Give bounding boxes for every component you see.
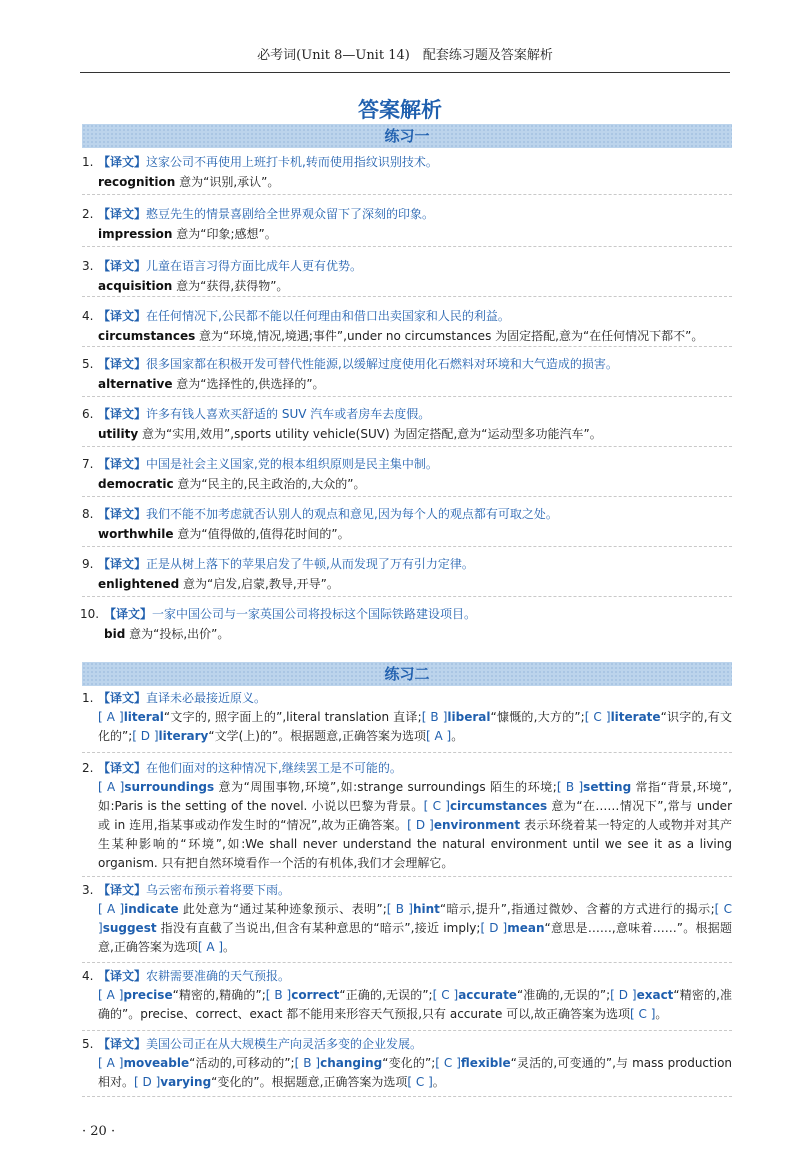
keyword: utility (98, 427, 139, 441)
keyword: circumstances (98, 329, 196, 343)
option-meaning: 此处意为“通过某种迹象预示、表明”; (178, 902, 387, 916)
divider (82, 546, 732, 547)
explanation: 意为“民主的,民主政治的,大众的”。 (173, 477, 366, 491)
translation-tag: 【译文】 (98, 457, 147, 471)
option-word: surroundings (124, 780, 215, 794)
option-word: suggest (102, 921, 157, 935)
exercise2-item-1 (82, 688, 732, 746)
option-letter: [ D ] (480, 921, 508, 935)
option-meaning: “精密的,准确的”。precise、correct、exact 都不能用来形容天气预报,只有 accurate 可以,故正确答案为选项 (98, 988, 733, 1021)
item-number: 1. (82, 155, 94, 169)
option-letter: [ B ] (294, 1056, 321, 1070)
option-meaning: 指没有直截了当说出,但含有某种意思的“暗示”,接近 imply; (156, 921, 481, 935)
section-heading-exercise-1: 练习一 (82, 124, 732, 148)
explanation: 意为“印象;感想”。 (172, 227, 277, 241)
item-number: 3. (82, 883, 94, 897)
option-meaning: “暗示,提升”,指通过微妙、含蓄的方式进行的揭示; (439, 902, 715, 916)
divider (82, 1030, 732, 1031)
option-meaning: “文学(上)的”。根据题意,正确答案为选项 (208, 729, 426, 743)
option-word: correct (291, 988, 340, 1002)
translation-tag: 【译文】 (98, 761, 147, 775)
option-word: changing (320, 1056, 383, 1070)
exercise1-item-1 (82, 152, 732, 192)
translation-text: 美国公司正在从大规模生产向灵活多变的企业发展。 (146, 1037, 423, 1051)
translation-text: 正是从树上落下的苹果启发了牛顿,从而发现了万有引力定律。 (146, 557, 474, 571)
option-meaning: “正确的,无误的”; (339, 988, 433, 1002)
translation-text: 农耕需要准确的天气预报。 (146, 969, 291, 983)
exercise2-item-2 (82, 758, 732, 873)
translation-text: 许多有钱人喜欢买舒适的 SUV 汽车或者房车去度假。 (146, 407, 431, 421)
translation-tag: 【译文】 (98, 357, 147, 371)
explanation: 意为“投标,出价”。 (125, 627, 230, 641)
option-letter: [ C ] (584, 710, 611, 724)
option-meaning: “准确的,无误的”; (516, 988, 611, 1002)
explanation: 意为“值得做的,值得花时间的”。 (173, 527, 350, 541)
running-header: 必考词(Unit 8—Unit 14) 配套练习题及答案解析 (257, 48, 553, 63)
option-meaning: “慷慨的,大方的”; (490, 710, 585, 724)
page-title: 答案解析 (358, 98, 442, 122)
item-number: 9. (82, 557, 94, 571)
keyword: democratic (98, 477, 174, 491)
option-word: literate (610, 710, 661, 724)
option-word: flexible (460, 1056, 511, 1070)
option-meaning: 意为“周围事物,环境”,如:strange surroundings 陌生的环境; (214, 780, 557, 794)
answer-letter: [ A ] (197, 940, 224, 954)
divider (82, 496, 732, 497)
divider (82, 346, 732, 347)
item-number: 4. (82, 309, 94, 323)
translation-tag: 【译文】 (98, 969, 147, 983)
item-number: 2. (82, 761, 94, 775)
option-letter: [ D ] (407, 818, 434, 832)
divider (82, 246, 732, 247)
translation-tag: 【译文】 (98, 557, 147, 571)
explanation: 意为“识别,承认”。 (175, 175, 280, 189)
option-letter: [ A ] (98, 902, 125, 916)
divider (82, 962, 732, 963)
translation-tag: 【译文】 (98, 309, 147, 323)
option-word: literary (158, 729, 209, 743)
exercise1-item-9 (82, 554, 732, 594)
explanation (82, 986, 732, 1024)
option-word: setting (583, 780, 632, 794)
translation-tag: 【译文】 (98, 1037, 147, 1051)
translation-text: 在任何情况下,公民都不能以任何理由和借口出卖国家和人民的利益。 (146, 309, 510, 323)
item-number: 8. (82, 507, 94, 521)
option-letter: [ B ] (265, 988, 292, 1002)
option-word: liberal (447, 710, 491, 724)
option-meaning: “识字的,有文化的”; (98, 710, 733, 743)
item-number: 5. (82, 357, 94, 371)
option-letter: [ A ] (98, 710, 124, 724)
answer-letter: [ A ] (425, 729, 452, 743)
option-meaning: “精密的,精确的”; (172, 988, 266, 1002)
option-letter: [ B ] (556, 780, 584, 794)
sentence-end: 。 (432, 1075, 445, 1089)
translation-text: 在他们面对的这种情况下,继续罢工是不可能的。 (146, 761, 402, 775)
sentence-end: 。 (655, 1007, 668, 1021)
translation-tag: 【译文】 (98, 207, 147, 221)
item-number: 4. (82, 969, 94, 983)
option-word: exact (636, 988, 674, 1002)
option-meaning: “灵活的,可变通的”,与 mass production 相对。 (98, 1056, 733, 1089)
option-letter: [ C ] (98, 902, 733, 935)
option-meaning: “文字的, 照字面上的”,literal translation 直译; (163, 710, 422, 724)
option-word: literal (123, 710, 164, 724)
option-letter: [ B ] (421, 710, 448, 724)
explanation: 意为“环境,情况,境遇;事件”,under no circumstances 为固定搭配,意为“在任何情况下都不”。 (195, 329, 704, 343)
exercise1-item-3 (82, 256, 732, 296)
explanation (82, 708, 732, 746)
option-meaning: 表示环绕着某一特定的人或物并对其产生某种影响的“环境”,如:We shall never understand the natural environment until we see it as a living organism. 只有把自然环境看作一个活的有机体,我们才会理解它。 (98, 818, 732, 870)
option-letter: [ B ] (386, 902, 413, 916)
option-word: accurate (458, 988, 517, 1002)
option-word: moveable (123, 1056, 190, 1070)
option-meaning: “变化的”; (382, 1056, 436, 1070)
translation-text: 我们不能不加考虑就否认别人的观点和意见,因为每个人的观点都有可取之处。 (146, 507, 558, 521)
option-word: varying (160, 1075, 212, 1089)
item-number: 10. (80, 607, 100, 621)
keyword: acquisition (98, 279, 173, 293)
option-word: hint (412, 902, 440, 916)
divider (82, 752, 732, 753)
item-number: 1. (82, 691, 94, 705)
translation-text: 憨豆先生的情景喜剧给全世界观众留下了深刻的印象。 (146, 207, 435, 221)
translation-text: 乌云密布预示着将要下雨。 (146, 883, 291, 897)
translation-text: 一家中国公司与一家英国公司将投标这个国际铁路建设项目。 (152, 607, 477, 621)
item-number: 7. (82, 457, 94, 471)
translation-text: 直译未必最接近原义。 (146, 691, 267, 705)
header-rule (80, 72, 730, 73)
item-number: 5. (82, 1037, 94, 1051)
option-meaning: “活动的,可移动的”; (189, 1056, 295, 1070)
divider (82, 194, 732, 195)
explanation: 意为“选择性的,供选择的”。 (172, 377, 325, 391)
option-letter: [ C ] (435, 1056, 461, 1070)
answer-letter: [ C ] (407, 1075, 433, 1089)
explanation: 意为“获得,获得物”。 (172, 279, 289, 293)
item-number: 3. (82, 259, 94, 273)
option-letter: [ D ] (134, 1075, 161, 1089)
exercise1-item-7 (82, 454, 732, 494)
exercise2-item-5 (82, 1034, 732, 1092)
translation-tag: 【译文】 (98, 507, 147, 521)
divider (82, 876, 732, 877)
translation-tag: 【译文】 (104, 607, 153, 621)
item-number: 6. (82, 407, 94, 421)
exercise1-item-8 (82, 504, 732, 544)
option-letter: [ D ] (610, 988, 637, 1002)
exercise1-item-4 (82, 306, 732, 346)
exercise1-item-6 (82, 404, 732, 444)
translation-text: 中国是社会主义国家,党的根本组织原则是民主集中制。 (146, 457, 438, 471)
sentence-end: 。 (223, 940, 236, 954)
option-meaning: “意思是……,意味着……”。根据题意,正确答案为选项 (98, 921, 733, 954)
sentence-end: 。 (451, 729, 464, 743)
divider (82, 596, 732, 597)
item-number: 2. (82, 207, 94, 221)
translation-tag: 【译文】 (98, 883, 147, 897)
section-heading-exercise-2: 练习二 (82, 662, 732, 686)
option-word: precise (123, 988, 173, 1002)
option-word: environment (433, 818, 521, 832)
option-meaning: 常指“背景,环境”,如:Paris is the setting of the novel. 小说以巴黎为背景。 (98, 780, 733, 813)
keyword: bid (104, 627, 126, 641)
divider (82, 396, 732, 397)
option-letter: [ C ] (423, 799, 450, 813)
exercise1-item-2 (82, 204, 732, 244)
answer-letter: [ C ] (630, 1007, 656, 1021)
translation-text: 这家公司不再使用上班打卡机,转而使用指纹识别技术。 (146, 155, 438, 169)
translation-text: 很多国家都在积极开发可替代性能源,以缓解过度使用化石燃料对环境和大气造成的损害。 (146, 357, 618, 371)
exercise1-item-5 (82, 354, 732, 394)
divider (82, 446, 732, 447)
option-letter: [ A ] (98, 780, 125, 794)
option-letter: [ C ] (432, 988, 459, 1002)
keyword: impression (98, 227, 173, 241)
exercise1-item-10 (82, 604, 732, 644)
translation-tag: 【译文】 (98, 155, 147, 169)
option-word: circumstances (449, 799, 548, 813)
option-letter: [ A ] (98, 988, 124, 1002)
keyword: worthwhile (98, 527, 174, 541)
keyword: recognition (98, 175, 176, 189)
explanation: 意为“启发,启蒙,教导,开导”。 (179, 577, 339, 591)
explanation (82, 900, 732, 957)
divider (82, 1096, 732, 1097)
translation-tag: 【译文】 (98, 407, 147, 421)
keyword: alternative (98, 377, 173, 391)
translation-tag: 【译文】 (98, 691, 147, 705)
option-meaning: 意为“在……情况下”,常与 under 或 in 连用,指某事或动作发生时的“情况”,故为正确答案。 (98, 799, 732, 832)
translation-text: 儿童在语言习得方面比成年人更有优势。 (146, 259, 363, 273)
option-word: mean (507, 921, 545, 935)
divider (82, 296, 732, 297)
explanation: 意为“实用,效用”,sports utility vehicle(SUV) 为固定搭配,意为“运动型多功能汽车”。 (138, 427, 602, 441)
keyword: enlightened (98, 577, 180, 591)
exercise2-item-3 (82, 880, 732, 957)
explanation (82, 1054, 732, 1092)
exercise2-item-4 (82, 966, 732, 1024)
option-letter: [ D ] (132, 729, 159, 743)
explanation (82, 778, 732, 873)
translation-tag: 【译文】 (98, 259, 147, 273)
option-word: indicate (124, 902, 179, 916)
option-letter: [ A ] (98, 1056, 124, 1070)
option-meaning: “变化的”。根据题意,正确答案为选项 (211, 1075, 408, 1089)
page-number: · 20 · (82, 1124, 116, 1139)
